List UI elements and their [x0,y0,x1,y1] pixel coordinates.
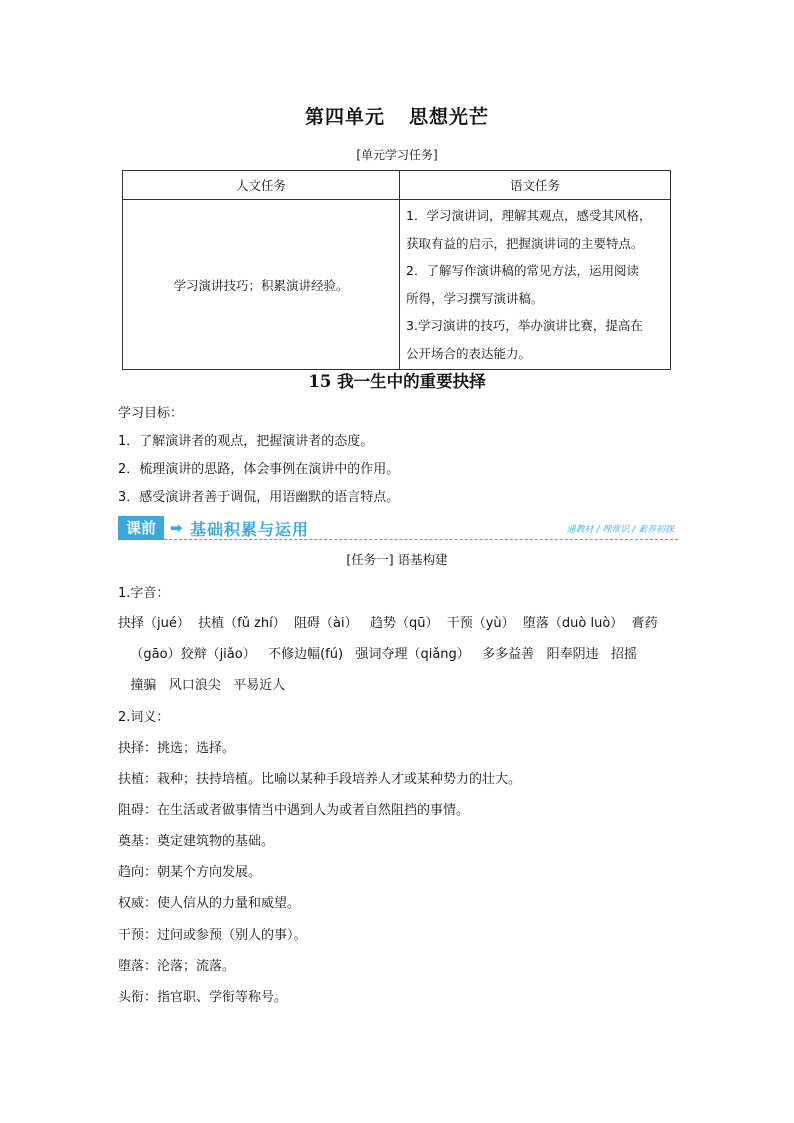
pronunciation-heading: 1.字音： [118,586,170,601]
banner-tag: 课前 [118,516,164,540]
task-one-heading: [任务一] 语基构建 [346,552,448,567]
objective-item: 3．感受演讲者善于调侃，用语幽默的语言特点。 [118,490,400,505]
unit-number: 第四单元 [304,106,385,128]
language-task-line: 1．学习演讲词，理解其观点，感受其风格， [406,208,652,223]
unit-title [0,102,794,129]
language-task-line: 3.学习演讲的技巧，举办演讲比赛，提高在 [406,318,643,333]
vocabulary-item: 干预：过问或参预（别人的事）。 [118,928,307,943]
language-task-cell [400,200,671,370]
table-header-language: 语文任务 [400,171,671,200]
vocabulary-item: 抉择：挑选；选择。 [118,741,236,756]
pronunciation-list [118,608,688,701]
vocabulary-item: 权威：使人信从的力量和威望。 [118,896,301,911]
pronunciation-line: 抉择（jué） 扶植（fǔ zhí） 阻碍（ài） 趋势（qū） 干预（yù） 堕落（duò luò） 膏药 [118,616,658,631]
vocabulary-item: 扶植：栽种；扶持培植。比喻以某种手段培养人才或某种势力的壮大。 [118,772,522,787]
pronunciation-line: 撞骗 风口浪尖 平易近人 [118,678,286,693]
unit-theme: 思想光芒 [409,106,490,128]
vocabulary-item: 头衔：指官职、学衔等称号。 [118,990,288,1005]
pronunciation-line: （gāo）狡辩（jiǎo） 不修边幅(fú) 强词夺理（qiǎng） 多多益善 阳奉阴违 招摇 [118,647,637,662]
vocabulary-item: 趋向：朝某个方向发展。 [118,865,262,880]
unit-task-table [122,170,671,370]
humanities-task-cell: 学习演讲技巧；积累演讲经验。 [123,200,400,370]
objective-item: 1．了解演讲者的观点，把握演讲者的态度。 [118,434,374,449]
objectives-heading: 学习目标： [118,406,184,421]
objective-item: 2．梳理演讲的思路，体会事例在演讲中的作用。 [118,462,400,477]
banner-divider [164,539,678,540]
table-header-humanities: 人文任务 [123,171,400,200]
language-task-line: 所得，学习撰写演讲稿。 [406,290,544,306]
unit-task-caption: [单元学习任务] [356,148,438,162]
banner-subtitle: 通教材 / 理常识 / 素养初探 [566,525,674,535]
vocabulary-item: 阻碍：在生活或者做事情当中遇到人为或者自然阻挡的事情。 [118,803,470,818]
vocabulary-item: 奠基：奠定建筑物的基础。 [118,834,275,849]
lesson-title: 15 我一生中的重要抉择 [308,372,486,391]
vocabulary-heading: 2.词义： [118,710,170,725]
banner-title: 基础积累与运用 [190,520,310,539]
section-banner [118,516,678,540]
language-task-line: 获取有益的启示，把握演讲词的主要特点。 [406,235,644,251]
vocabulary-item: 堕落：沦落；流落。 [118,959,236,974]
arrow-right-icon: ➡ [170,519,183,537]
language-task-line: 2．了解写作演讲稿的常见方法，运用阅读 [406,263,639,278]
language-task-line: 公开场合的表达能力。 [406,345,532,361]
